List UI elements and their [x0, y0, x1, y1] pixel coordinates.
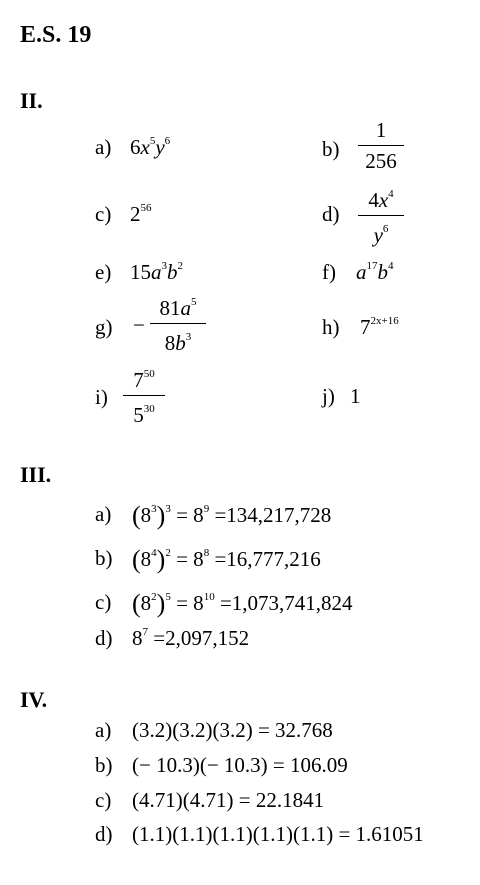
ii-i-fraction: $7^{50}$ $5^{30}$	[123, 364, 165, 427]
ii-e-label: e)	[95, 260, 112, 284]
iv-a-expression: (3.2)(3.2)(3.2) = 32.768	[132, 718, 333, 742]
iii-b-label: b)	[95, 546, 113, 570]
iii-c-label: c)	[95, 590, 112, 614]
ii-e-expression: $15a^3b^2$	[130, 260, 183, 284]
ii-b-fraction: 1 256	[358, 118, 404, 173]
iii-a-expression: $(8^3)^3 = 8^9 =134,217,728$	[132, 501, 332, 530]
iii-a-label: a)	[95, 502, 112, 526]
iv-a-label: a)	[95, 718, 112, 742]
ii-c-expression: $2^{56}$	[130, 202, 152, 226]
iv-d-label: d)	[95, 822, 113, 846]
section-iii-heading: III.	[20, 462, 52, 487]
ii-j-label: j)	[322, 384, 335, 408]
ii-a-expression: $6x^5y^6$	[130, 135, 171, 159]
ii-i-label: i)	[95, 385, 108, 409]
iii-c-expression: $(8^2)^5 = 8^{10} =1,073,741,824$	[132, 589, 353, 618]
ii-j-value: 1	[350, 384, 361, 408]
iv-c-label: c)	[95, 788, 112, 812]
ii-f-expression: $a^{17}b^4$	[356, 260, 394, 284]
iv-b-expression: (− 10.3)(− 10.3) = 106.09	[132, 753, 348, 777]
section-iv-heading: IV.	[20, 687, 48, 712]
ii-g-label: g)	[95, 315, 113, 339]
ii-c-label: c)	[95, 202, 112, 226]
iv-b-label: b)	[95, 753, 113, 777]
ii-f-label: f)	[322, 260, 336, 284]
ii-a-label: a)	[95, 135, 112, 159]
ii-g-fraction: $81a^5$ $8b^3$	[150, 292, 206, 355]
iii-b-expression: $(8^4)^2 = 8^8 =16,777,216$	[132, 545, 321, 574]
ii-h-expression: $7^{2x+16}$	[360, 315, 399, 339]
iii-d-expression: $8^7 =2,097,152$	[132, 626, 250, 650]
section-ii-heading: II.	[20, 88, 43, 113]
ii-h-label: h)	[322, 315, 340, 339]
iv-d-expression: (1.1)(1.1)(1.1)(1.1)(1.1) = 1.61051	[132, 822, 424, 846]
ii-b-label: b)	[322, 137, 340, 161]
iii-d-label: d)	[95, 626, 113, 650]
ii-d-label: d)	[322, 202, 340, 226]
ii-g-sign: −	[133, 313, 145, 337]
iv-c-expression: (4.71)(4.71) = 22.1841	[132, 788, 325, 812]
page-title: E.S. 19	[20, 22, 92, 48]
ii-d-fraction: $4x^4$ $y^6$	[358, 184, 404, 247]
